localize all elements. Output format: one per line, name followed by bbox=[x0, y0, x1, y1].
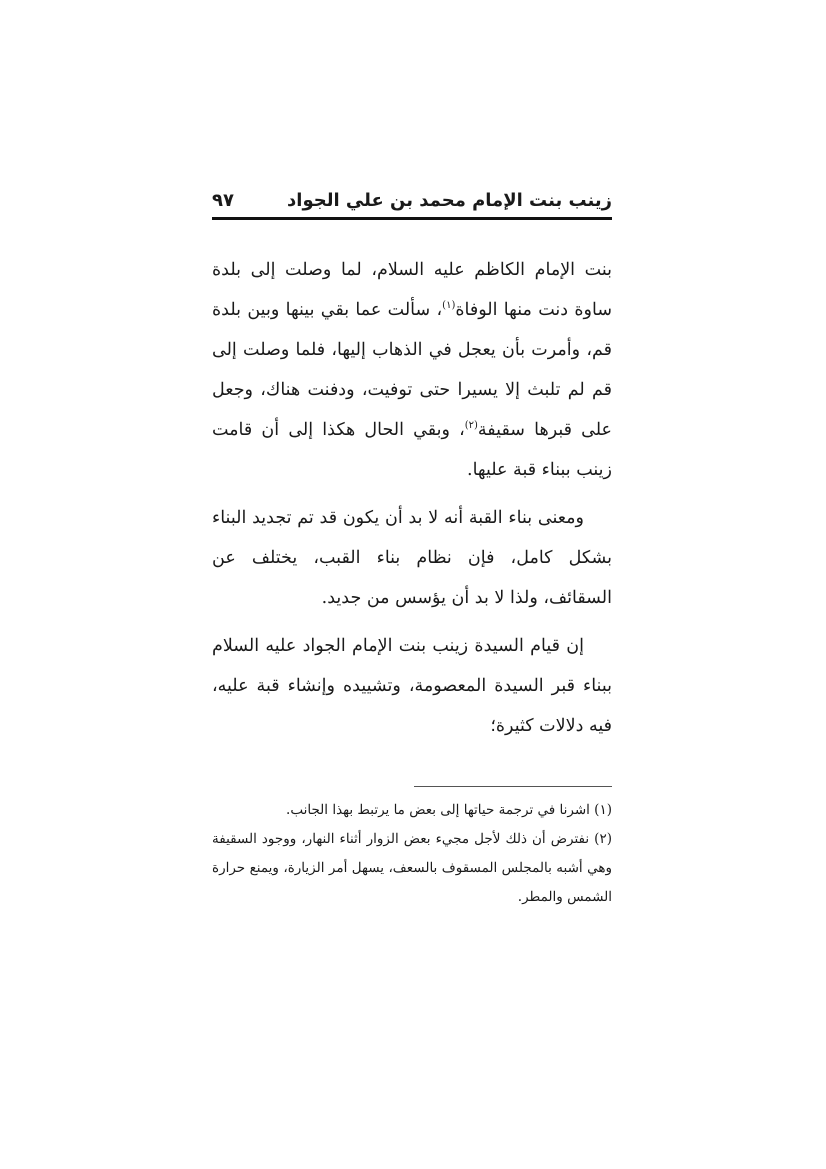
footnote-ref-2: (٢) bbox=[464, 420, 478, 432]
page-number: ٩٧ bbox=[212, 190, 234, 211]
footnotes bbox=[212, 796, 612, 912]
footnote-separator bbox=[414, 786, 612, 787]
paragraph-1 bbox=[212, 250, 612, 490]
paragraph-2: ومعنى بناء القبة أنه لا بد أن يكون قد تم تجديد البناء بشكل كامل، فإن نظام بناء القبب، يختلف عن السقائف، ولذا لا بد أن يؤسس من جديد. bbox=[212, 508, 612, 608]
footnote-1: (١) اشرنا في ترجمة حياتها إلى بعض ما يرتبط بهذا الجانب. bbox=[286, 802, 612, 818]
paragraph-1-part-3: ، وبقي الحال هكذا إلى أن قامت زينب ببناء قبة عليها. bbox=[212, 420, 612, 480]
footnote-ref-1: (١) bbox=[442, 300, 456, 312]
header-rule bbox=[212, 217, 612, 220]
main-text bbox=[212, 250, 612, 754]
paragraph-1-part-1: بنت الإمام الكاظم عليه السلام، لما وصلت إلى بلدة ساوة دنت منها الوفاة bbox=[212, 260, 612, 320]
running-header bbox=[212, 188, 612, 218]
header-title: زينب بنت الإمام محمد بن علي الجواد bbox=[287, 190, 612, 211]
paragraph-3: إن قيام السيدة زينب بنت الإمام الجواد عليه السلام ببناء قبر السيدة المعصومة، وتشييده وإنشاء قبة عليه، فيه دلالات كثيرة؛ bbox=[212, 636, 612, 736]
footnote-2: (٢) نفترض أن ذلك لأجل مجيء بعض الزوار أثناء النهار، ووجود السقيفة وهي أشبه بالمجلس المسقوف بالسعف، يسهل أمر الزيارة، ويمنع حرارة الشمس والمطر. bbox=[212, 831, 612, 905]
paragraph-1-part-2: ، سألت عما بقي بينها وبين بلدة قم، وأمرت بأن يعجل في الذهاب إليها، فلما وصلت إلى قم لم تلبث إلا يسيرا حتى توفيت، ودفنت هناك، وجعل على قبرها سقيفة bbox=[212, 300, 613, 440]
